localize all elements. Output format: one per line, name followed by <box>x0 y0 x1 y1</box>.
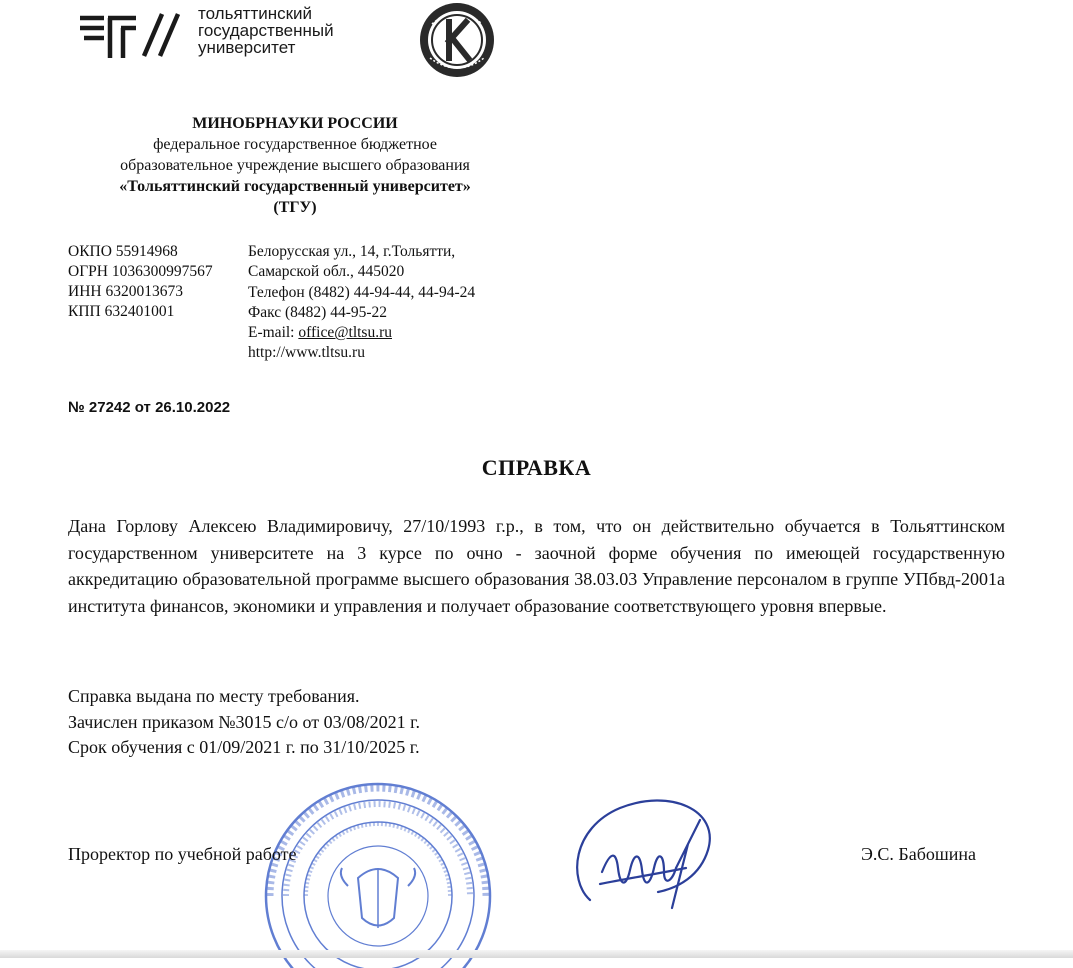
ogrn-code: ОГРН 1036300997567 <box>68 263 213 280</box>
issued-line-1: Справка выдана по месту требования. <box>68 686 360 706</box>
document-title: СПРАВКА <box>481 455 592 480</box>
inn-code: ИНН 6320013673 <box>68 283 183 300</box>
official-stamp-icon <box>258 768 498 968</box>
document-number: № 27242 от 26.10.2022 <box>68 399 231 416</box>
tgu-logo-icon <box>78 8 188 58</box>
requisites-codes <box>68 242 213 322</box>
address-line-1: Белорусская ул., 14, г.Тольятти, <box>248 243 456 260</box>
website-link[interactable]: http://www.tltsu.ru <box>248 344 365 362</box>
ministry-name: МИНОБРНАУКИ РОССИИ <box>192 115 398 132</box>
contact-block <box>248 242 475 364</box>
kpp-code: КПП 632401001 <box>68 303 175 320</box>
quality-seal-icon <box>418 0 496 80</box>
ministry-block <box>0 113 590 218</box>
email-link[interactable]: office@tltsu.ru <box>298 324 392 342</box>
university-abbr: (ТГУ) <box>273 199 317 216</box>
logo-line-3: университет <box>198 38 296 57</box>
page-bottom-edge <box>0 950 1073 958</box>
issued-line-2: Зачислен приказом №3015 с/о от 03/08/2021 г. <box>68 711 420 732</box>
university-logo-text <box>198 5 334 56</box>
issued-block <box>68 684 420 761</box>
ministry-line-2: образовательное учреждение высшего образования <box>120 157 470 174</box>
address-line-2: Самарской обл., 445020 <box>248 263 405 281</box>
logo-line-2: государственный <box>198 21 334 40</box>
email-label: E-mail: <box>248 324 299 342</box>
signer-name: Э.С. Бабошина <box>861 844 976 864</box>
document-body: Дана Горлову Алексею Владимировичу, 27/10/1993 г.р., в том, что он действительно обучается в Тольяттинском государственном университете на 3 курсе по очно - заочной форме обучения по имеющей государственную аккредитацию образовательной программе высшего образования 38.03.03 Управление персоналом в группе УПбвд-2001а института финансов, экономики и управления и получает образование соответствующего уровня впервые. <box>68 516 1005 616</box>
phone-line: Телефон (8482) 44-94-44, 44-94-24 <box>248 283 476 301</box>
signer-position: Проректор по учебной работе <box>68 844 297 864</box>
logo-line-1: тольяттинский <box>198 4 313 23</box>
email-line <box>248 323 475 343</box>
handwritten-signature-icon <box>560 788 730 928</box>
university-full-name: «Тольяттинский государственный университет» <box>119 178 471 195</box>
okpo-code: ОКПО 55914968 <box>68 243 178 260</box>
fax-line: Факс (8482) 44-95-22 <box>248 303 388 321</box>
issued-line-3: Срок обучения с 01/09/2021 г. по 31/10/2025 г. <box>68 737 420 757</box>
ministry-line-1: федеральное государственное бюджетное <box>153 136 437 153</box>
